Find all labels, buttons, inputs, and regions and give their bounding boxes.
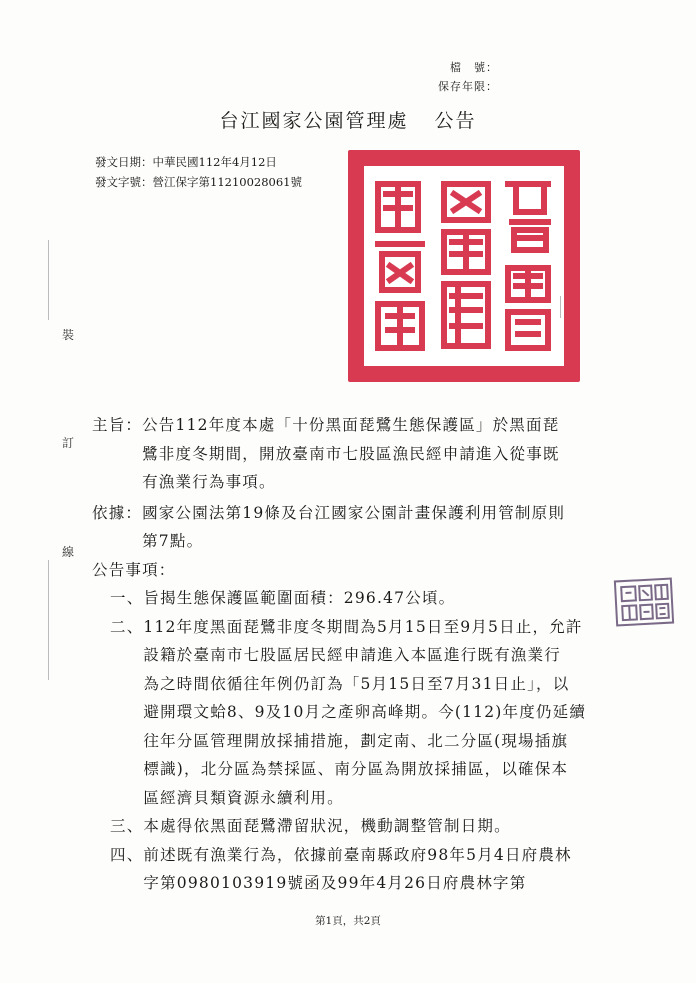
item-line: 標識)，北分區為禁採區、南分區為開放採捕區，以確保本: [143, 760, 569, 778]
file-number-label: 檔 號：: [450, 61, 498, 74]
items-list: [92, 584, 607, 898]
basis-line: 國家公園法第19條及台江國家公園計畫保護利用管制原則: [142, 503, 566, 522]
subject-line: 有漁業行為事項。: [142, 473, 276, 491]
issue-date: 發文日期：中華民國112年4月12日: [95, 155, 277, 169]
side-seal-stamp: [613, 576, 675, 627]
retention-label: 保存年限：: [438, 80, 498, 93]
basis-line: 第7點。: [142, 532, 204, 550]
list-item: [110, 613, 607, 813]
subject-label: 主旨：: [92, 416, 143, 434]
item-line: 前述既有漁業行為，依據前臺南縣政府98年5月4日府農林: [143, 845, 572, 864]
item-line: 設籍於臺南市七股區居民經申請進入本區進行既有漁業行: [143, 646, 561, 664]
list-item: [110, 584, 607, 613]
binding-mark-xian: 線: [62, 545, 75, 559]
binding-line-bottom: [48, 560, 49, 680]
item-line: 區經濟貝類資源永續利用。: [143, 788, 344, 807]
subject-line: 公告112年度本處「十份黑面琵鷺生態保護區」於黑面琵: [142, 416, 560, 434]
basis-text: [142, 499, 565, 556]
item-line: 旨揭生態保護區範圍面積：296.47公頃。: [143, 589, 456, 607]
binding-mark-ding: 訂: [62, 436, 75, 450]
item-line: 往年分區管理開放採捕措施，劃定南、北二分區(現場插旗: [143, 731, 569, 750]
basis-label: 依據：: [92, 503, 143, 522]
issue-info: [95, 152, 302, 192]
subject-section: [92, 411, 607, 497]
item-number: 二、: [110, 617, 144, 636]
subject-line: 鷺非度冬期間，開放臺南市七股區漁民經申請進入從事既: [142, 444, 560, 463]
basis-section: [92, 499, 607, 556]
list-item: [110, 841, 607, 898]
item-number: 一、: [110, 589, 144, 607]
item-line: 112年度黑面琵鷺非度冬期間為5月15日至9月5日止，允許: [143, 617, 583, 636]
item-number: 三、: [110, 817, 144, 835]
document-title: [0, 106, 696, 133]
agency-name: 台江國家公園管理處: [219, 110, 409, 132]
list-item: [110, 812, 607, 841]
item-line: 避開環文蛤8、9及10月之產卵高峰期。今(112)年度仍延續: [143, 703, 587, 721]
item-line: 為之時間依循往年例仍訂為「5月15日至7月31日止」，以: [143, 674, 570, 693]
document-body: [92, 411, 607, 898]
issue-number: 發文字號：營江保字第11210028061號: [95, 175, 302, 189]
file-meta: [420, 58, 498, 96]
items-heading: 公告事項：: [92, 560, 176, 579]
official-seal: [348, 150, 580, 382]
seal-glyphs-icon: [348, 150, 580, 382]
side-seal-icon: [613, 576, 675, 627]
seal-tick-mark: [560, 296, 561, 318]
item-line: 字第0980103919號函及99年4月26日府農林字第: [143, 874, 527, 892]
item-number: 四、: [110, 845, 144, 864]
page-number: 第1頁，共2頁: [315, 915, 381, 927]
binding-mark-zhuang: 裝: [62, 328, 75, 342]
item-line: 本處得依黑面琵鷺滯留狀況，機動調整管制日期。: [143, 817, 511, 835]
subject-text: [142, 411, 560, 497]
binding-line-top: [48, 240, 49, 320]
document-type: 公告: [434, 110, 477, 132]
